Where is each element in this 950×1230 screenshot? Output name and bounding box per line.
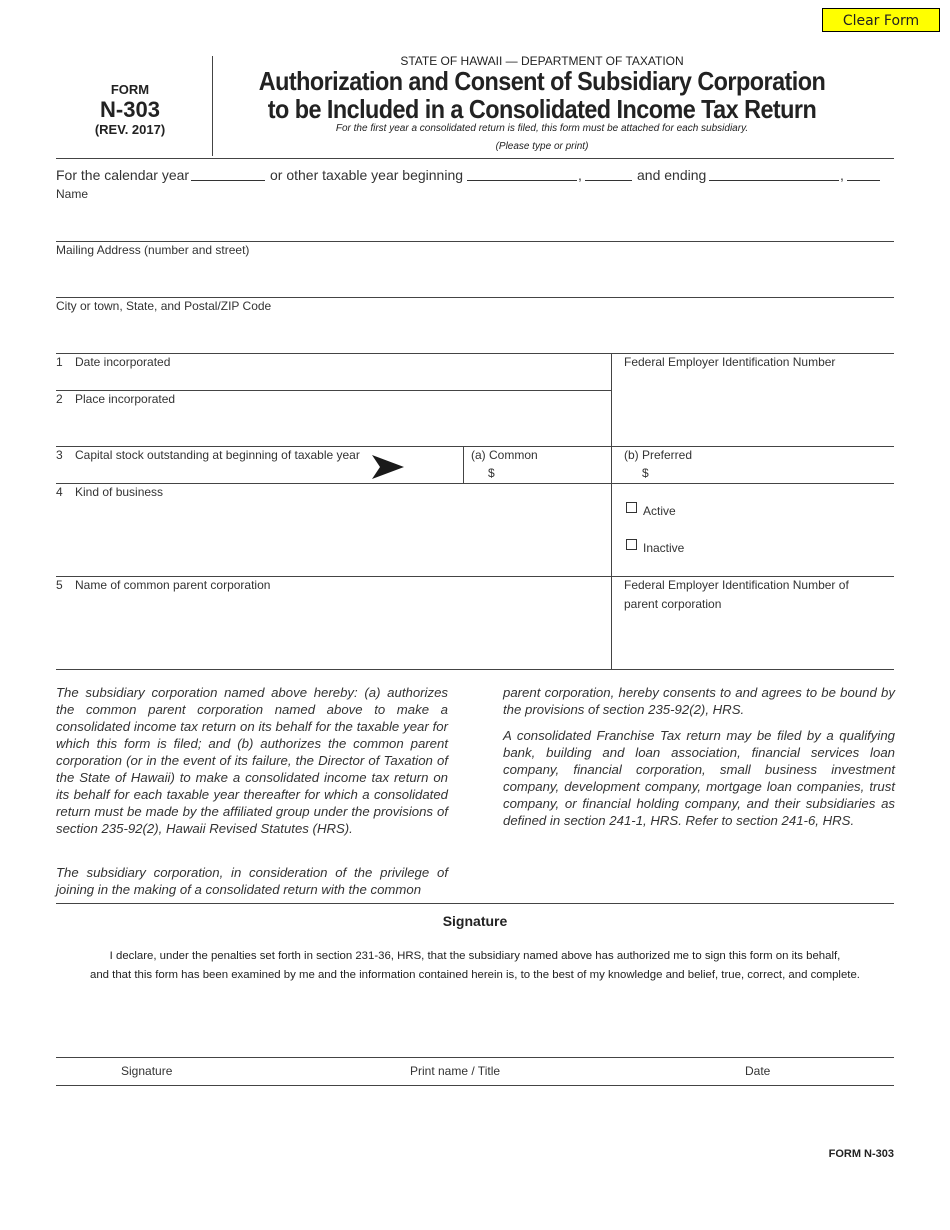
city-rule bbox=[56, 353, 894, 354]
print-name-input[interactable] bbox=[370, 1033, 694, 1051]
end-year-input[interactable] bbox=[847, 166, 880, 181]
line5-number: 5 bbox=[56, 578, 63, 592]
end-comma: , bbox=[840, 167, 844, 183]
line2-rule bbox=[56, 446, 894, 447]
declaration-line1: I declare, under the penalties set forth in section 231-36, HRS, that the subsidiary named above has authorized me to sign this form on its behalf, bbox=[109, 950, 841, 962]
attachment-note: For the first year a consolidated return is filed, this form must be attached for each subsidiary. bbox=[335, 123, 749, 134]
name-input[interactable] bbox=[56, 218, 896, 236]
footer-form-id: FORM N-303 bbox=[828, 1148, 894, 1160]
active-checkbox[interactable] bbox=[626, 502, 637, 513]
address-input[interactable] bbox=[56, 274, 896, 292]
end-date-input[interactable] bbox=[709, 166, 839, 181]
line1-rule bbox=[56, 390, 611, 391]
agency-name: STATE OF HAWAII — DEPARTMENT OF TAXATION bbox=[400, 54, 684, 68]
arrow-right-icon bbox=[372, 455, 404, 479]
address-label: Mailing Address (number and street) bbox=[56, 243, 250, 257]
name-rule bbox=[56, 241, 894, 242]
signature-line-bottom bbox=[56, 1085, 894, 1086]
parent-fein-label-line2: parent corporation bbox=[624, 597, 722, 611]
signature-input[interactable] bbox=[60, 1033, 364, 1051]
date-incorporated-input[interactable] bbox=[190, 370, 609, 388]
consent-paragraph-3: parent corporation, hereby consents to and agrees to be bound by the provisions of section 235-92(2), HRS. bbox=[503, 685, 895, 717]
franchise-tax-paragraph: A consolidated Franchise Tax return may be filed by a qualifying bank, building and loan association, financial services loan company, financial corporation, small business investment company, development company, mortgage loan companies, trust company, or financial holding company, and their subsidiaries as defined in section 241-1, HRS. Refer to section 241-6, HRS. bbox=[503, 728, 895, 828]
consent-paragraph-2: The subsidiary corporation, in consideration of the privilege of joining in the making of a consolidated return with the common bbox=[56, 865, 448, 897]
line3-label: Capital stock outstanding at beginning of taxable year bbox=[75, 448, 360, 462]
form-number: N-303 bbox=[100, 97, 160, 122]
date-input[interactable] bbox=[700, 1033, 894, 1051]
signature-line-top bbox=[56, 1057, 894, 1058]
type-or-print-note: (Please type or print) bbox=[495, 141, 589, 152]
common-dollar-sign: $ bbox=[488, 466, 495, 480]
active-label: Active bbox=[643, 504, 676, 518]
inactive-label: Inactive bbox=[643, 541, 685, 555]
fein-label: Federal Employer Identification Number bbox=[624, 355, 836, 369]
header-bottom-rule bbox=[56, 158, 894, 159]
line4-label: Kind of business bbox=[75, 485, 164, 499]
header-divider bbox=[212, 56, 213, 156]
parent-corporation-input[interactable] bbox=[75, 600, 609, 662]
declaration-line2: and that this form has been examined by me and the information contained herein is, to the best of my knowledge and belief, true, correct, and complete. bbox=[90, 969, 860, 981]
common-label: (a) Common bbox=[471, 448, 538, 462]
ending-label: and ending bbox=[637, 167, 707, 183]
preferred-dollar-sign: $ bbox=[642, 466, 649, 480]
print-name-label: Print name / Title bbox=[410, 1064, 501, 1078]
right-column-divider bbox=[611, 353, 612, 669]
common-divider bbox=[463, 446, 464, 484]
calendar-year-input[interactable] bbox=[191, 166, 265, 181]
parent-fein-label-line1: Federal Employer Identification Number of bbox=[624, 578, 849, 592]
line5-label: Name of common parent corporation bbox=[75, 578, 271, 592]
fein-input[interactable] bbox=[624, 385, 892, 403]
other-year-label: or other taxable year beginning bbox=[270, 167, 464, 183]
line4-number: 4 bbox=[56, 485, 63, 499]
city-label: City or town, State, and Postal/ZIP Code bbox=[56, 299, 272, 313]
city-input[interactable] bbox=[56, 328, 896, 346]
line4-rule bbox=[56, 576, 894, 577]
preferred-stock-input[interactable] bbox=[654, 463, 892, 481]
line2-number: 2 bbox=[56, 392, 63, 406]
date-label: Date bbox=[745, 1064, 771, 1078]
consent-paragraph-1: The subsidiary corporation named above hereby: (a) authorizes the common parent corporation named above to make a consolidated income tax return on its behalf for the taxable year for which this form is filed; and (b) authorizes the common parent corporation (or in the event of its failure, the Director of Taxation of the State of Hawaii) to make a consolidated income tax return on its behalf for each taxable year thereafter for which a consolidated return must be made by the affiliated group under the provisions of section 235-92(2), Hawaii Revised Statutes (HRS). bbox=[56, 685, 448, 836]
line2-label: Place incorporated bbox=[75, 392, 176, 406]
inactive-checkbox[interactable] bbox=[626, 539, 637, 550]
preferred-label: (b) Preferred bbox=[624, 448, 693, 462]
line5-rule bbox=[56, 669, 894, 670]
kind-of-business-input[interactable] bbox=[75, 505, 609, 569]
line3-number: 3 bbox=[56, 448, 63, 462]
place-incorporated-input[interactable] bbox=[75, 420, 609, 438]
form-revision: (REV. 2017) bbox=[94, 122, 166, 137]
signature-section-rule bbox=[56, 903, 894, 904]
address-rule bbox=[56, 297, 894, 298]
begin-year-input[interactable] bbox=[585, 166, 632, 181]
signature-heading: Signature bbox=[442, 913, 508, 929]
calendar-year-label: For the calendar year bbox=[56, 167, 190, 183]
signature-label: Signature bbox=[121, 1064, 173, 1078]
line1-number: 1 bbox=[56, 355, 63, 369]
form-label: FORM bbox=[110, 82, 150, 97]
begin-date-input[interactable] bbox=[467, 166, 577, 181]
name-label: Name bbox=[56, 187, 89, 201]
line1-label: Date incorporated bbox=[75, 355, 171, 369]
form-title-line1: Authorization and Consent of Subsidiary Corporation bbox=[258, 66, 826, 96]
parent-fein-input[interactable] bbox=[624, 630, 892, 648]
line3-rule bbox=[56, 483, 894, 484]
form-title-line2: to be Included in a Consolidated Income Tax Return bbox=[267, 94, 817, 124]
begin-comma: , bbox=[578, 167, 582, 183]
clear-form-button[interactable]: Clear Form bbox=[822, 8, 940, 32]
common-stock-input[interactable] bbox=[500, 463, 608, 481]
